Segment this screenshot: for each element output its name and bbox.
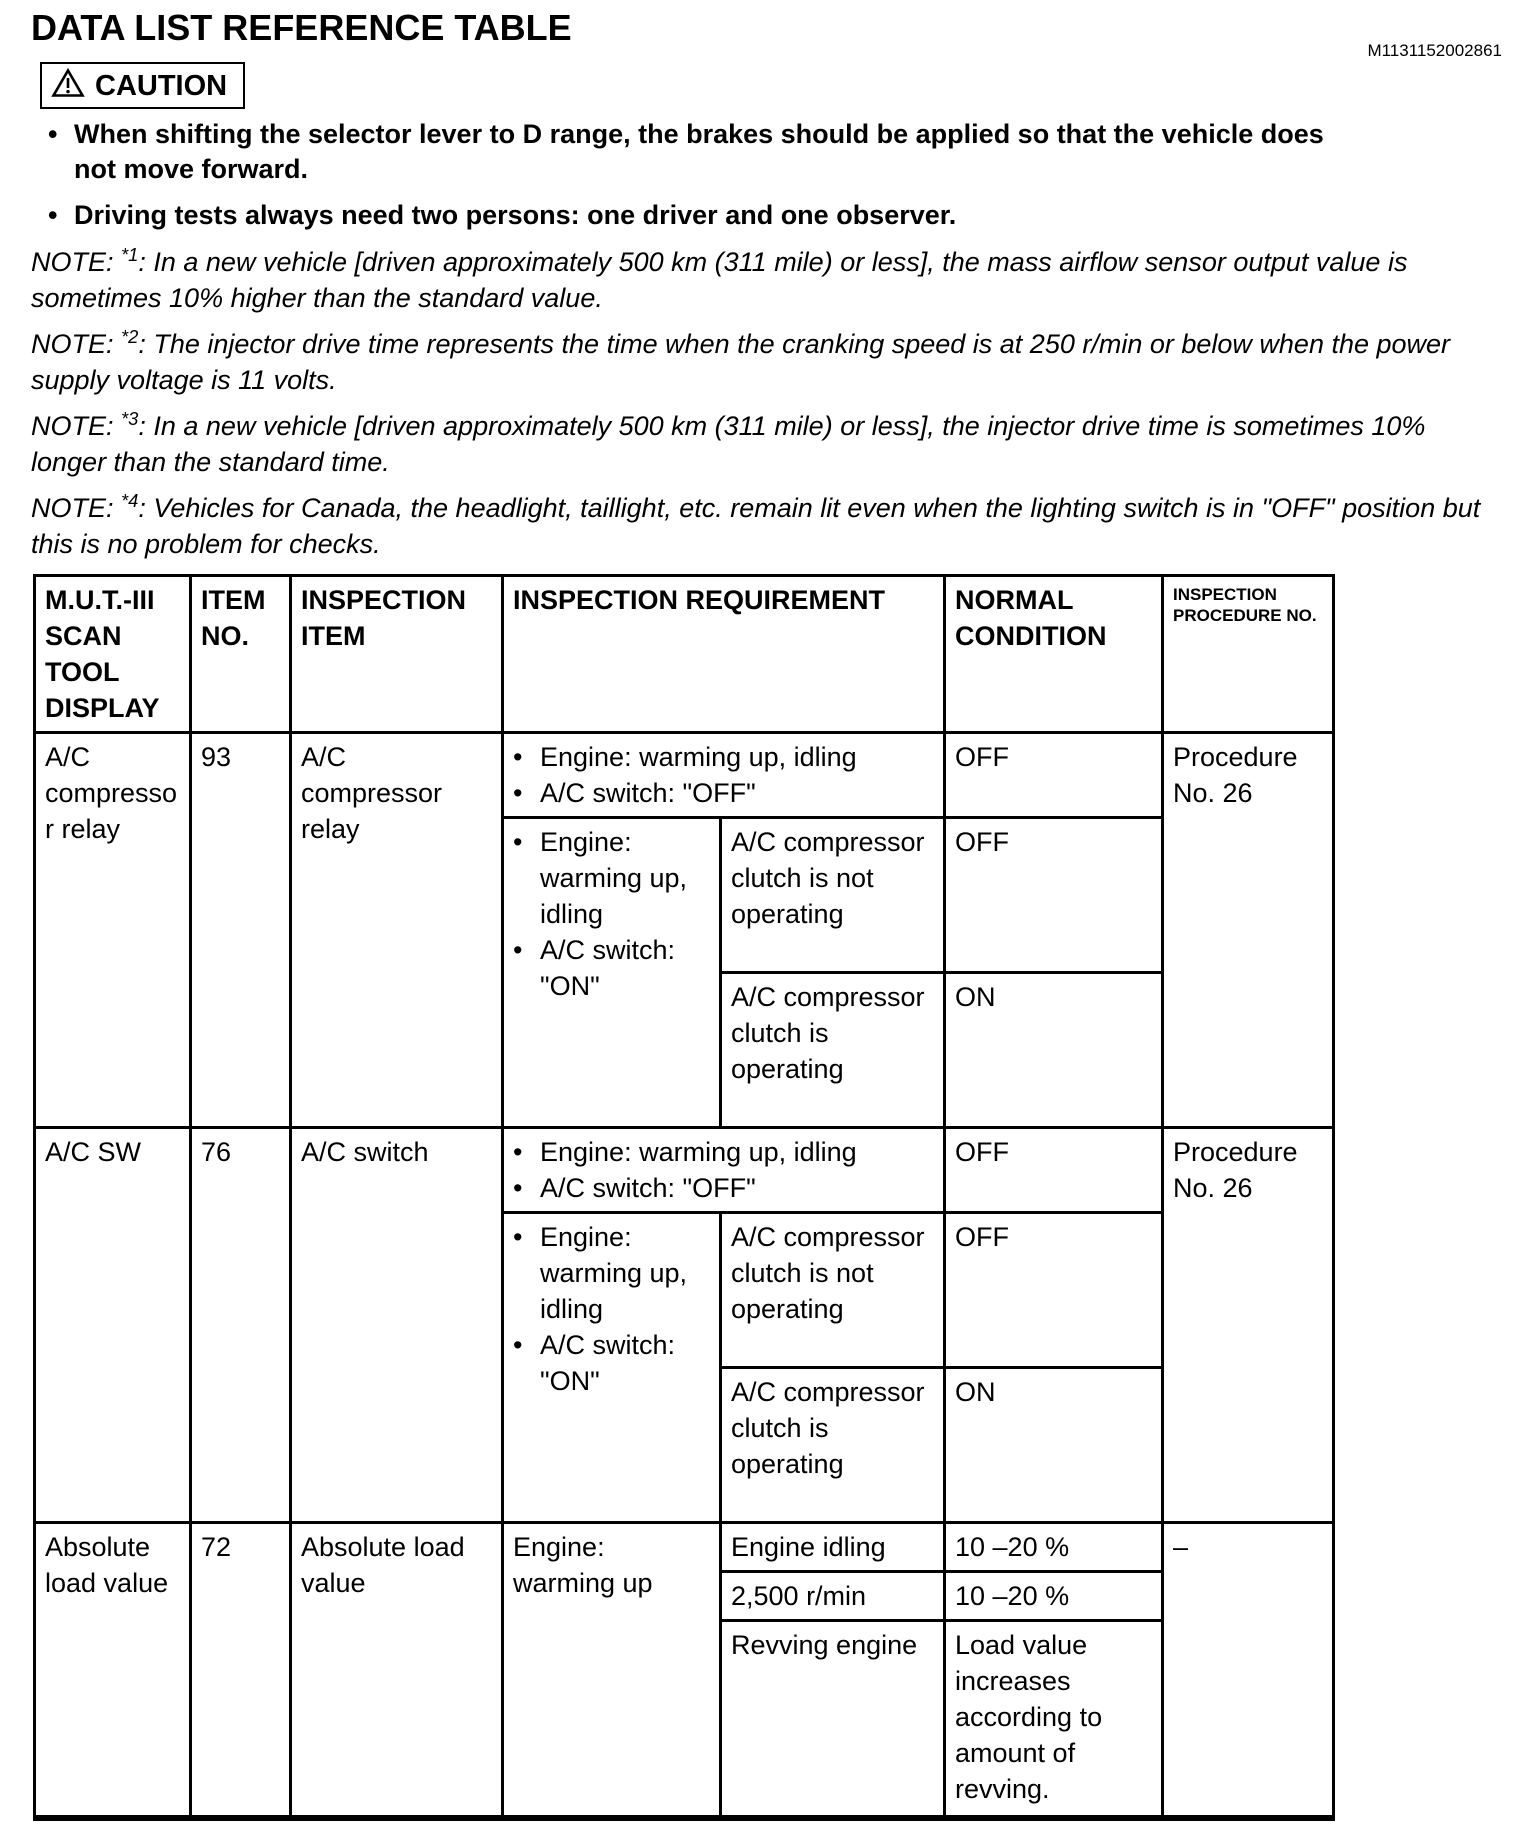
cell-requirement-right: Revving engine: [721, 1621, 945, 1818]
warning-triangle-icon: [51, 68, 85, 103]
requirement-line: [513, 739, 934, 775]
requirement-text: • Engine: warming up, idling: [540, 1137, 857, 1167]
requirement-line: [513, 1134, 934, 1170]
cell-requirement-left: [503, 818, 721, 1128]
caution-label: CAUTION: [95, 69, 228, 102]
caution-bullet-list: [31, 117, 1502, 233]
cell-inspection-item: Absolute load value: [291, 1523, 503, 1818]
page-title: DATA LIST REFERENCE TABLE: [31, 7, 572, 48]
cell-procedure: –: [1163, 1523, 1334, 1818]
cell-normal-condition: ON: [945, 973, 1163, 1128]
caution-bullet-text: • When shifting the selector lever to D range, the brakes should be applied so that the vehicle does not move forward.: [74, 119, 1324, 184]
cell-normal-condition: OFF: [945, 733, 1163, 818]
cell-normal-condition: Load value increases according to amount of revving.: [945, 1621, 1163, 1818]
note-superscript: *1: [121, 244, 139, 265]
doc-code: M1131152002861: [1367, 41, 1502, 60]
requirement-text: • A/C switch: "ON": [540, 1330, 676, 1396]
cell-scan-display: A/C SW: [35, 1128, 191, 1523]
caution-box: [40, 62, 245, 109]
cell-requirement-right: A/C compressor clutch is not operating: [721, 818, 945, 973]
requirement-line: [513, 1219, 710, 1327]
cell-normal-condition: ON: [945, 1368, 1163, 1523]
table-row: [35, 733, 1334, 818]
notes-section: [31, 244, 1502, 562]
cell-normal-condition: OFF: [945, 818, 1163, 973]
requirement-line: [513, 1327, 710, 1399]
col-header-inspection-item: INSPECTION ITEM: [291, 576, 503, 733]
data-list-table: [33, 574, 1335, 1821]
requirement-text: • A/C switch: "OFF": [540, 1173, 756, 1203]
note-label: NOTE:: [31, 411, 122, 441]
table-row: [35, 1523, 1334, 1572]
cell-normal-condition: 10 –20 %: [945, 1523, 1163, 1572]
note-paragraph: [31, 326, 1496, 398]
col-header-item-no: ITEM NO.: [191, 576, 291, 733]
cell-requirement-right: A/C compressor clutch is operating: [721, 1368, 945, 1523]
caution-bullet: [48, 117, 1348, 187]
col-header-inspection-requirement: INSPECTION REQUIREMENT: [503, 576, 945, 733]
requirement-line: [513, 775, 934, 811]
cell-item-no: 72: [191, 1523, 291, 1818]
note-label: NOTE:: [31, 329, 122, 359]
cell-requirement-left: [503, 1213, 721, 1523]
cell-requirement-left: Engine: warming up: [503, 1523, 721, 1818]
table-row: [35, 1128, 1334, 1213]
cell-scan-display: Absolute load value: [35, 1523, 191, 1818]
cell-requirement-right: A/C compressor clutch is not operating: [721, 1213, 945, 1368]
col-header-normal-condition: NORMAL CONDITION: [945, 576, 1163, 733]
caution-bullet-text: • Driving tests always need two persons: one driver and one observer.: [74, 200, 957, 230]
note-paragraph: [31, 490, 1496, 562]
cell-inspection-item: A/C compressor relay: [291, 733, 503, 1128]
note-label: NOTE:: [31, 247, 122, 277]
requirement-line: [513, 932, 710, 1004]
cell-item-no: 93: [191, 733, 291, 1128]
cell-scan-display: A/C compressor relay: [35, 733, 191, 1128]
note-superscript: *4: [121, 490, 139, 511]
cell-procedure: Procedure No. 26: [1163, 1128, 1334, 1523]
cell-requirement-right: 2,500 r/min: [721, 1572, 945, 1621]
cell-item-no: 76: [191, 1128, 291, 1523]
requirement-text: • Engine: warming up, idling: [540, 1222, 688, 1324]
note-text: : The injector drive time represents the time when the cranking speed is at 250 r/min or below when the power supply voltage is 11 volts.: [31, 329, 1451, 395]
note-text: : In a new vehicle [driven approximately 500 km (311 mile) or less], the mass airflow sensor output value is sometimes 10% higher than the standard value.: [31, 247, 1408, 313]
requirement-text: • A/C switch: "ON": [540, 935, 676, 1001]
col-header-scan-display: M.U.T.-III SCAN TOOL DISPLAY: [35, 576, 191, 733]
note-text: : In a new vehicle [driven approximately 500 km (311 mile) or less], the injector drive time is sometimes 10% longer than the standard time.: [31, 411, 1426, 477]
cell-requirement-right: Engine idling: [721, 1523, 945, 1572]
cell-requirement-right: A/C compressor clutch is operating: [721, 973, 945, 1128]
cell-procedure: Procedure No. 26: [1163, 733, 1334, 1128]
requirement-line: [513, 1170, 934, 1206]
note-paragraph: [31, 244, 1496, 316]
requirement-text: • Engine: warming up, idling: [540, 742, 857, 772]
note-superscript: *3: [121, 408, 139, 429]
note-superscript: *2: [121, 326, 139, 347]
cell-requirement-merged: [503, 733, 945, 818]
note-paragraph: [31, 408, 1496, 480]
requirement-text: • A/C switch: "OFF": [540, 778, 756, 808]
cell-inspection-item: A/C switch: [291, 1128, 503, 1523]
cell-normal-condition: OFF: [945, 1213, 1163, 1368]
caution-bullet: [48, 198, 1348, 233]
note-text: : Vehicles for Canada, the headlight, taillight, etc. remain lit even when the lighting switch is in "OFF" position but this is no problem for checks.: [31, 493, 1481, 559]
requirement-text: • Engine: warming up, idling: [540, 827, 688, 929]
note-label: NOTE:: [31, 493, 122, 523]
requirement-line: [513, 824, 710, 932]
cell-normal-condition: 10 –20 %: [945, 1572, 1163, 1621]
cell-requirement-merged: [503, 1128, 945, 1213]
col-header-inspection-procedure-no: INSPECTION PROCEDURE NO.: [1163, 576, 1334, 733]
table-header-row: [35, 576, 1334, 733]
cell-normal-condition: OFF: [945, 1128, 1163, 1213]
